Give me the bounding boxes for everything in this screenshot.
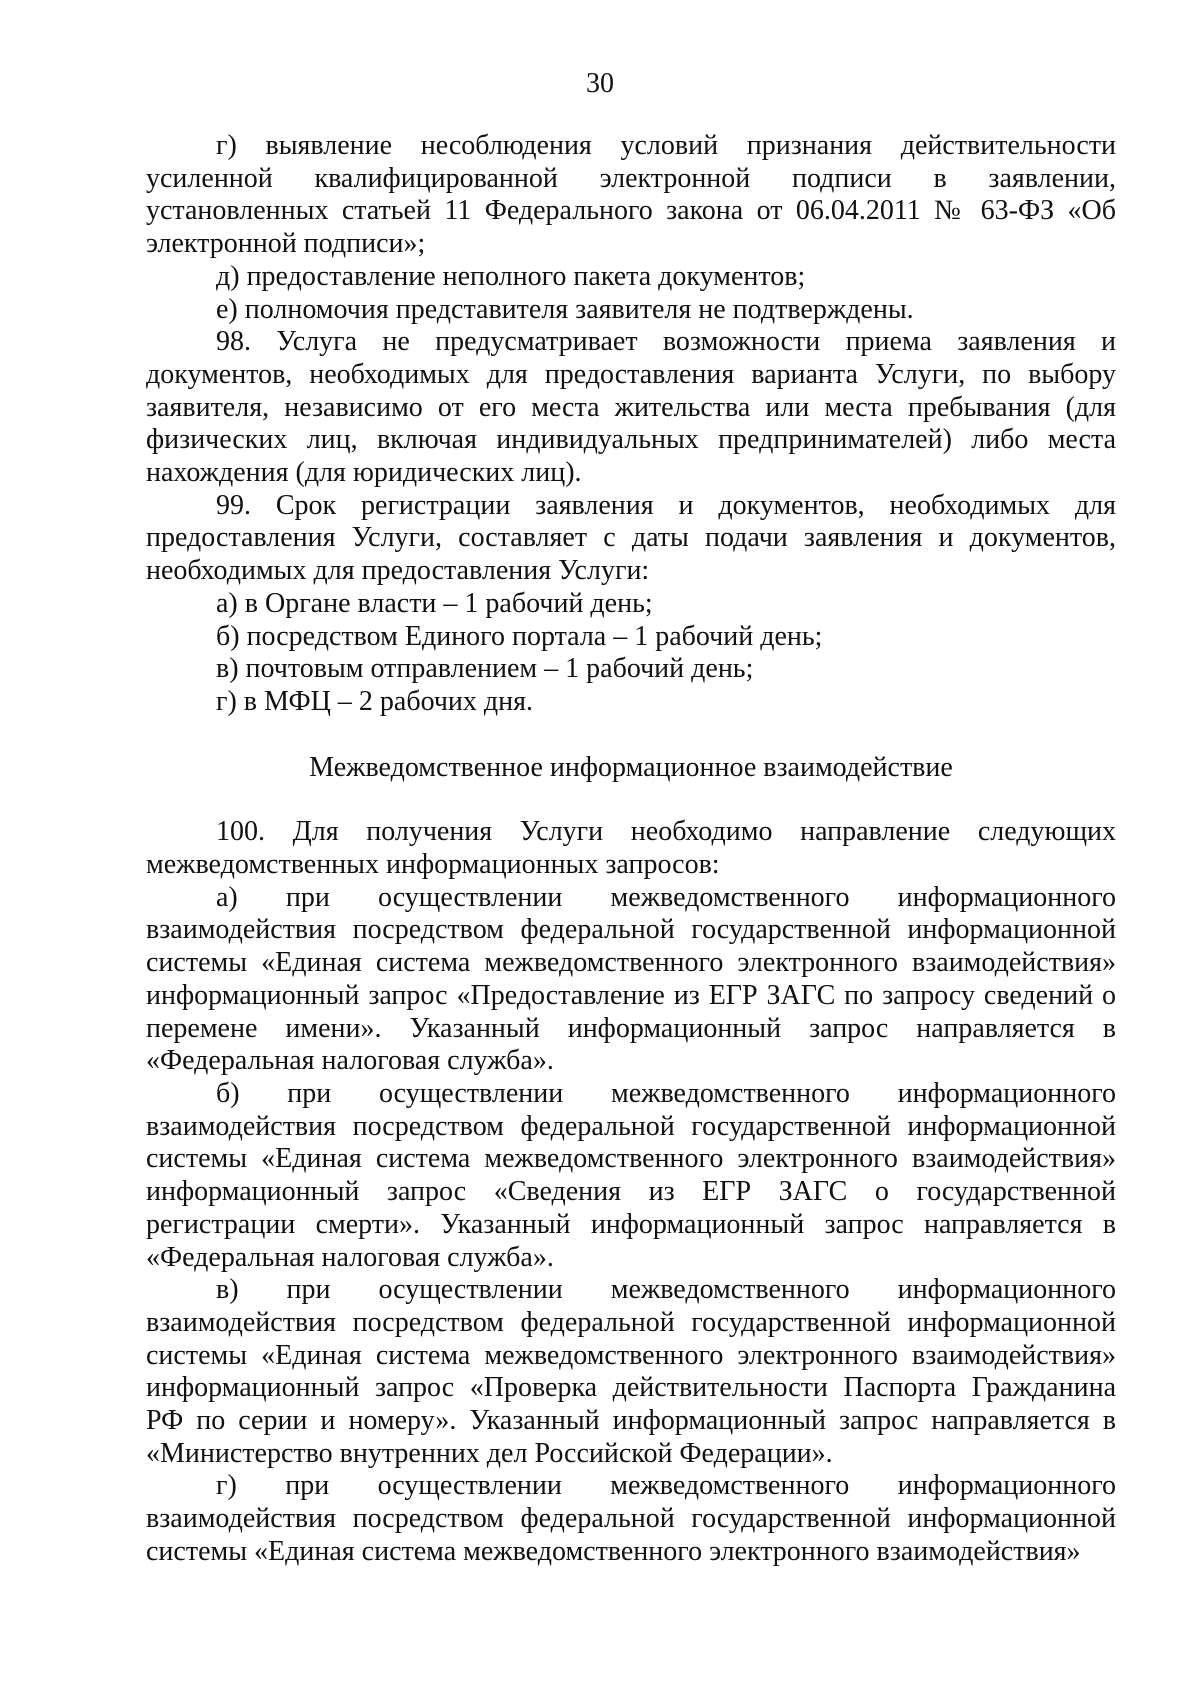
paragraph-item-b-portal: б) посредством Единого портала – 1 рабочий день; [216, 620, 823, 652]
paragraph-item-d-incomplete-package: д) предоставление неполного пакета документов; [216, 260, 806, 292]
paragraph-98: 98. Услуга не предусматривает возможности приема заявления и документов, необходимых для предоставления варианта Услуги, по выбору заявителя, независимо от его места жительства или места пребывания (для физических лиц, включая индивидуальных предпринимателей) либо места нахождения (для юридических лиц). [146, 326, 1116, 489]
paragraph-item-a-authority: а) в Органе власти – 1 рабочий день; [216, 587, 653, 619]
paragraph-100-item-g: г) при осуществлении межведомственного информационного взаимодействия посредством федеральной государственной информационной системы «Единая система межведомственного электронного взаимодействия» [146, 1470, 1116, 1567]
paragraph-100-item-v: в) при осуществлении межведомственного информационного взаимодействия посредством федеральной государственной информационной системы «Единая система межведомственного электронного взаимодействия» информационный запрос «Проверка действительности Паспорта Гражданина РФ по серии и номеру». Указанный информационный запрос направляется в «Министерство внутренних дел Российской Федерации». [146, 1274, 1116, 1469]
document-body [146, 130, 1116, 1569]
paragraph-100-item-a: а) при осуществлении межведомственного информационного взаимодействия посредством федеральной государственной информационной системы «Единая система межведомственного электронного взаимодействия» информационный запрос «Предоставление из ЕГР ЗАГС по запросу сведений о перемене имени». Указанный информационный запрос направляется в «Федеральная налоговая служба». [146, 881, 1116, 1077]
paragraph-100: 100. Для получения Услуги необходимо направление следующих межведомственных информационных запросов: [146, 816, 1116, 881]
paragraph-item-g-signature: г) выявление несоблюдения условий признания действительности усиленной квалифицированной электронной подписи в заявлении, установленных статьей 11 Федерального закона от 06.04.2011 № 63-ФЗ «Об электронной подписи»; [146, 130, 1116, 260]
page-number: 30 [586, 68, 614, 99]
paragraph-100-item-b: б) при осуществлении межведомственного информационного взаимодействия посредством федеральной государственной информационной системы «Единая система межведомственного электронного взаимодействия» информационный запрос «Сведения из ЕГР ЗАГС о государственной регистрации смерти». Указанный информационный запрос направляется в «Федеральная налоговая служба». [146, 1077, 1116, 1273]
paragraph-item-v-mail: в) почтовым отправлением – 1 рабочий день; [216, 653, 754, 685]
section-heading: Межведомственное информационное взаимодействие [309, 751, 953, 783]
paragraph-item-g-mfc: г) в МФЦ – 2 рабочих дня. [216, 685, 534, 717]
paragraph-item-e-powers-not-confirmed: е) полномочия представителя заявителя не подтверждены. [216, 293, 914, 325]
paragraph-99: 99. Срок регистрации заявления и документов, необходимых для предоставления Услуги, составляет с даты подачи заявления и документов, необходимых для предоставления Услуги: [146, 489, 1116, 587]
